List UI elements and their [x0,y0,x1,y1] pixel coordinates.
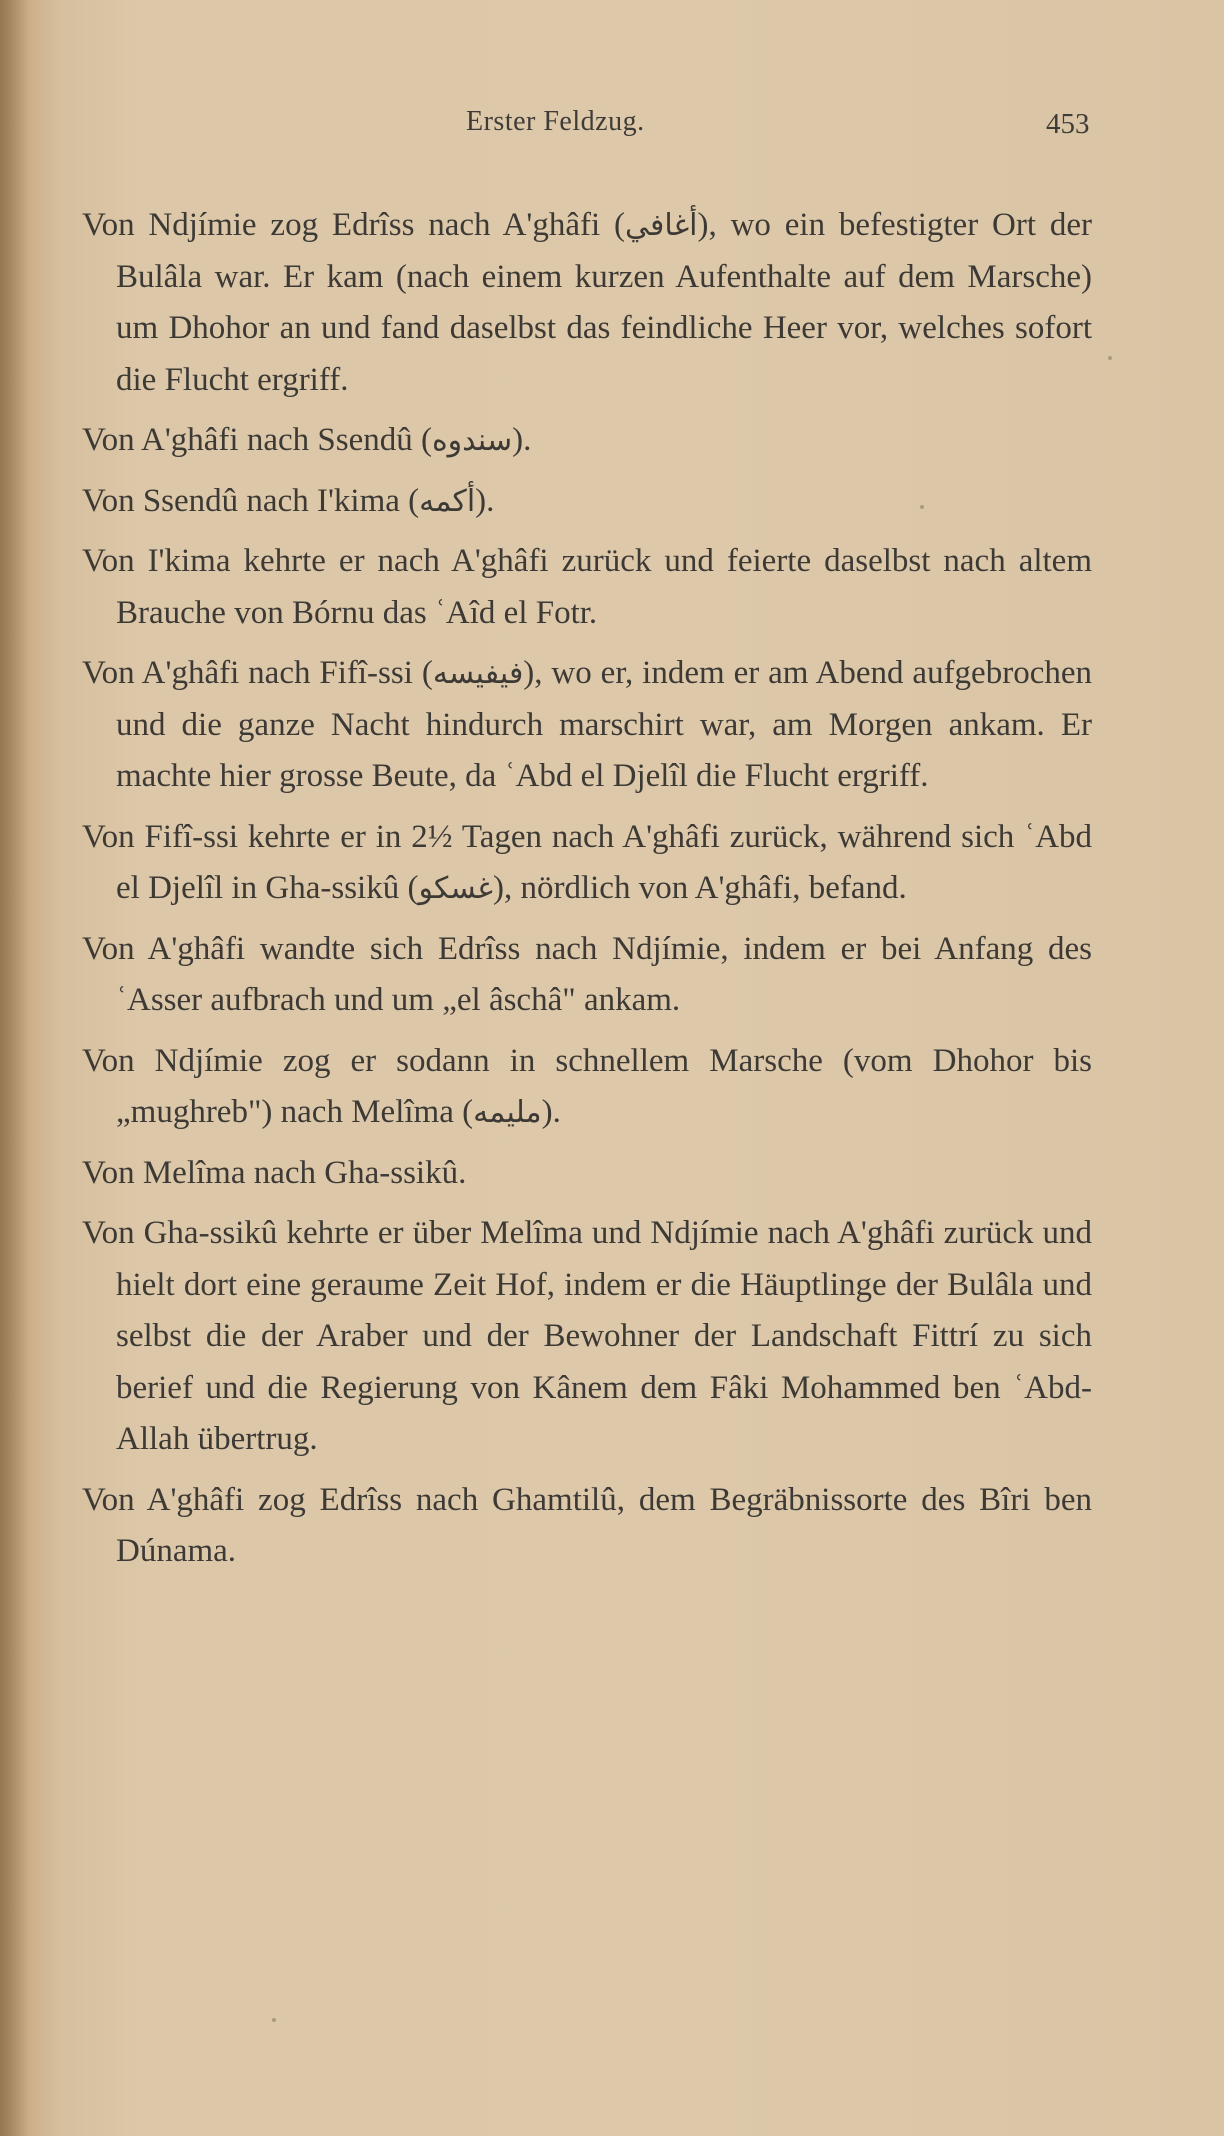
itinerary-entry: Von Melîma nach Gha-ssikû. [82,1154,467,1191]
page-header [0,100,1224,150]
arabic-place-name: أكمه [419,483,476,519]
paper-speck [920,505,924,509]
arabic-place-name: فيفيسه [432,656,524,691]
arabic-place-name: سندوه [431,423,513,458]
itinerary-text [82,200,1092,1578]
running-title: Erster Feldzug. [466,106,645,137]
arabic-place-name: مليمه [473,1095,542,1130]
itinerary-entry: Von Gha-ssikû kehrte er über Melîma und Ndjímie nach A'ghâfi zurück und hielt dort eine geraume Zeit Hof, indem er die Häuptlinge der Bulâla und selbst die der Araber und der Bewohner der Landschaft Fittrí zu sich berief und die Regierung von Kânem dem Fâki Mohammed ben ʿAbd-Allah übertrug. [82,1215,1092,1457]
itinerary-entry: Von A'ghâfi nach Ssendû (سندوه). [82,422,532,458]
itinerary-entry: Von Ndjímie zog er sodann in schnellem Marsche (vom Dhohor bis „mughreb") nach Melîma (مليمه). [82,1042,1092,1130]
itinerary-entry: Von I'kima kehrte er nach A'ghâfi zurück und feierte daselbst nach altem Brauche von Bórnu das ʿAîd el Fotr. [82,543,1092,631]
itinerary-entry: Von A'ghâfi zog Edrîss nach Ghamtilû, dem Begräbnissorte des Bîri ben Dúnama. [82,1481,1092,1569]
itinerary-entry: Von Fifî-ssi kehrte er in 2½ Tagen nach A'ghâfi zurück, während sich ʿAbd el Djelîl in Gha-ssikû (غسكو), nördlich von A'ghâfi, befand. [82,818,1092,906]
itinerary-entry: Von Ndjímie zog Edrîss nach A'ghâfi (أغافي), wo ein befestigter Ort der Bulâla war. Er kam (nach einem kurzen Aufenthalte auf dem Marsche) um Dhohor an und fand daselbst das feindliche Heer vor, welches sofort die Flucht ergriff. [82,207,1092,398]
arabic-place-name: أغافي [624,208,698,243]
paper-speck [1108,356,1112,360]
itinerary-entry: Von A'ghâfi wandte sich Edrîss nach Ndjímie, indem er bei Anfang des ʿAsser aufbrach und um „el âschâ" ankam. [82,930,1092,1018]
paper-speck [272,2018,276,2022]
page-spine-shadow [0,0,30,2136]
page-number: 453 [1046,108,1090,140]
itinerary-entry: Von Ssendû nach I'kima (أكمه). [82,482,495,519]
itinerary-entry: Von A'ghâfi nach Fifî-ssi (فيفيسه), wo er, indem er am Abend aufgebrochen und die ganze Nacht hindurch marschirt war, am Morgen ankam. Er machte hier grosse Beute, da ʿAbd el Djelîl die Flucht ergriff. [82,655,1092,794]
arabic-place-name: غسكو [418,871,493,906]
